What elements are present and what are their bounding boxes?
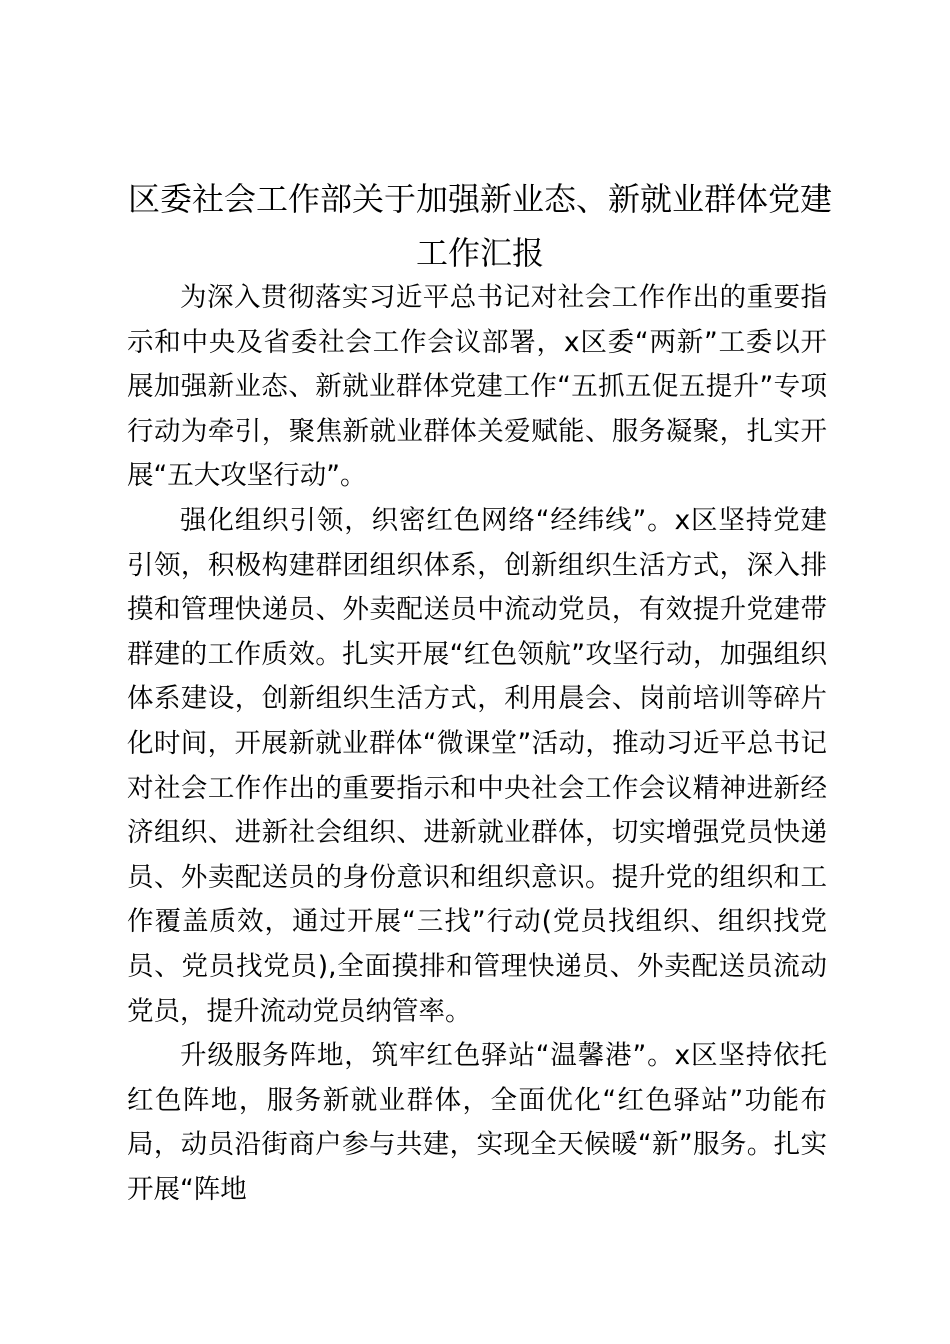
paragraph-service: 升级服务阵地，筑牢红色驿站“温馨港”。x区坚持依托红色阵地，服务新就业群体，全面优化“红色驿站”功能布局，动员沿街商户参与共建，实现全天候暖“新”服务。扎实开展“阵地 — [127, 1040, 827, 1205]
paragraph-intro: 为深入贯彻落实习近平总书记对社会工作作出的重要指示和中央及省委社会工作会议部署，x区委“两新”工委以开展加强新业态、新就业群体党建工作“五抓五促五提升”专项行动为牵引，聚焦新就业群体关爱赋能、服务凝聚，扎实开展“五大攻坚行动”。 — [127, 282, 827, 492]
document-title: 区委社会工作部关于加强新业态、新就业群体党建工作汇报 — [127, 180, 832, 272]
paragraph-organization: 强化组织引领，织密红色网络“经纬线”。x区坚持党建引领，积极构建群团组织体系，创新组织生活方式，深入排摸和管理快递员、外卖配送员中流动党员，有效提升党建带群建的工作质效。扎实开展“红色领航”攻坚行动，加强组织体系建设，创新组织生活方式，利用晨会、岗前培训等碎片化时间，开展新就业群体“微课堂”活动，推动习近平总书记对社会工作作出的重要指示和中央社会工作会议精神进新经济组织、进新社会组织、进新就业群体，切实增强党员快递员、外卖配送员的身份意识和组织意识。提升党的组织和工作覆盖质效，通过开展“三找”行动(党员找组织、组织找党员、党员找党员),全面摸排和管理快递员、外卖配送员流动党员，提升流动党员纳管率。 — [127, 505, 827, 1027]
